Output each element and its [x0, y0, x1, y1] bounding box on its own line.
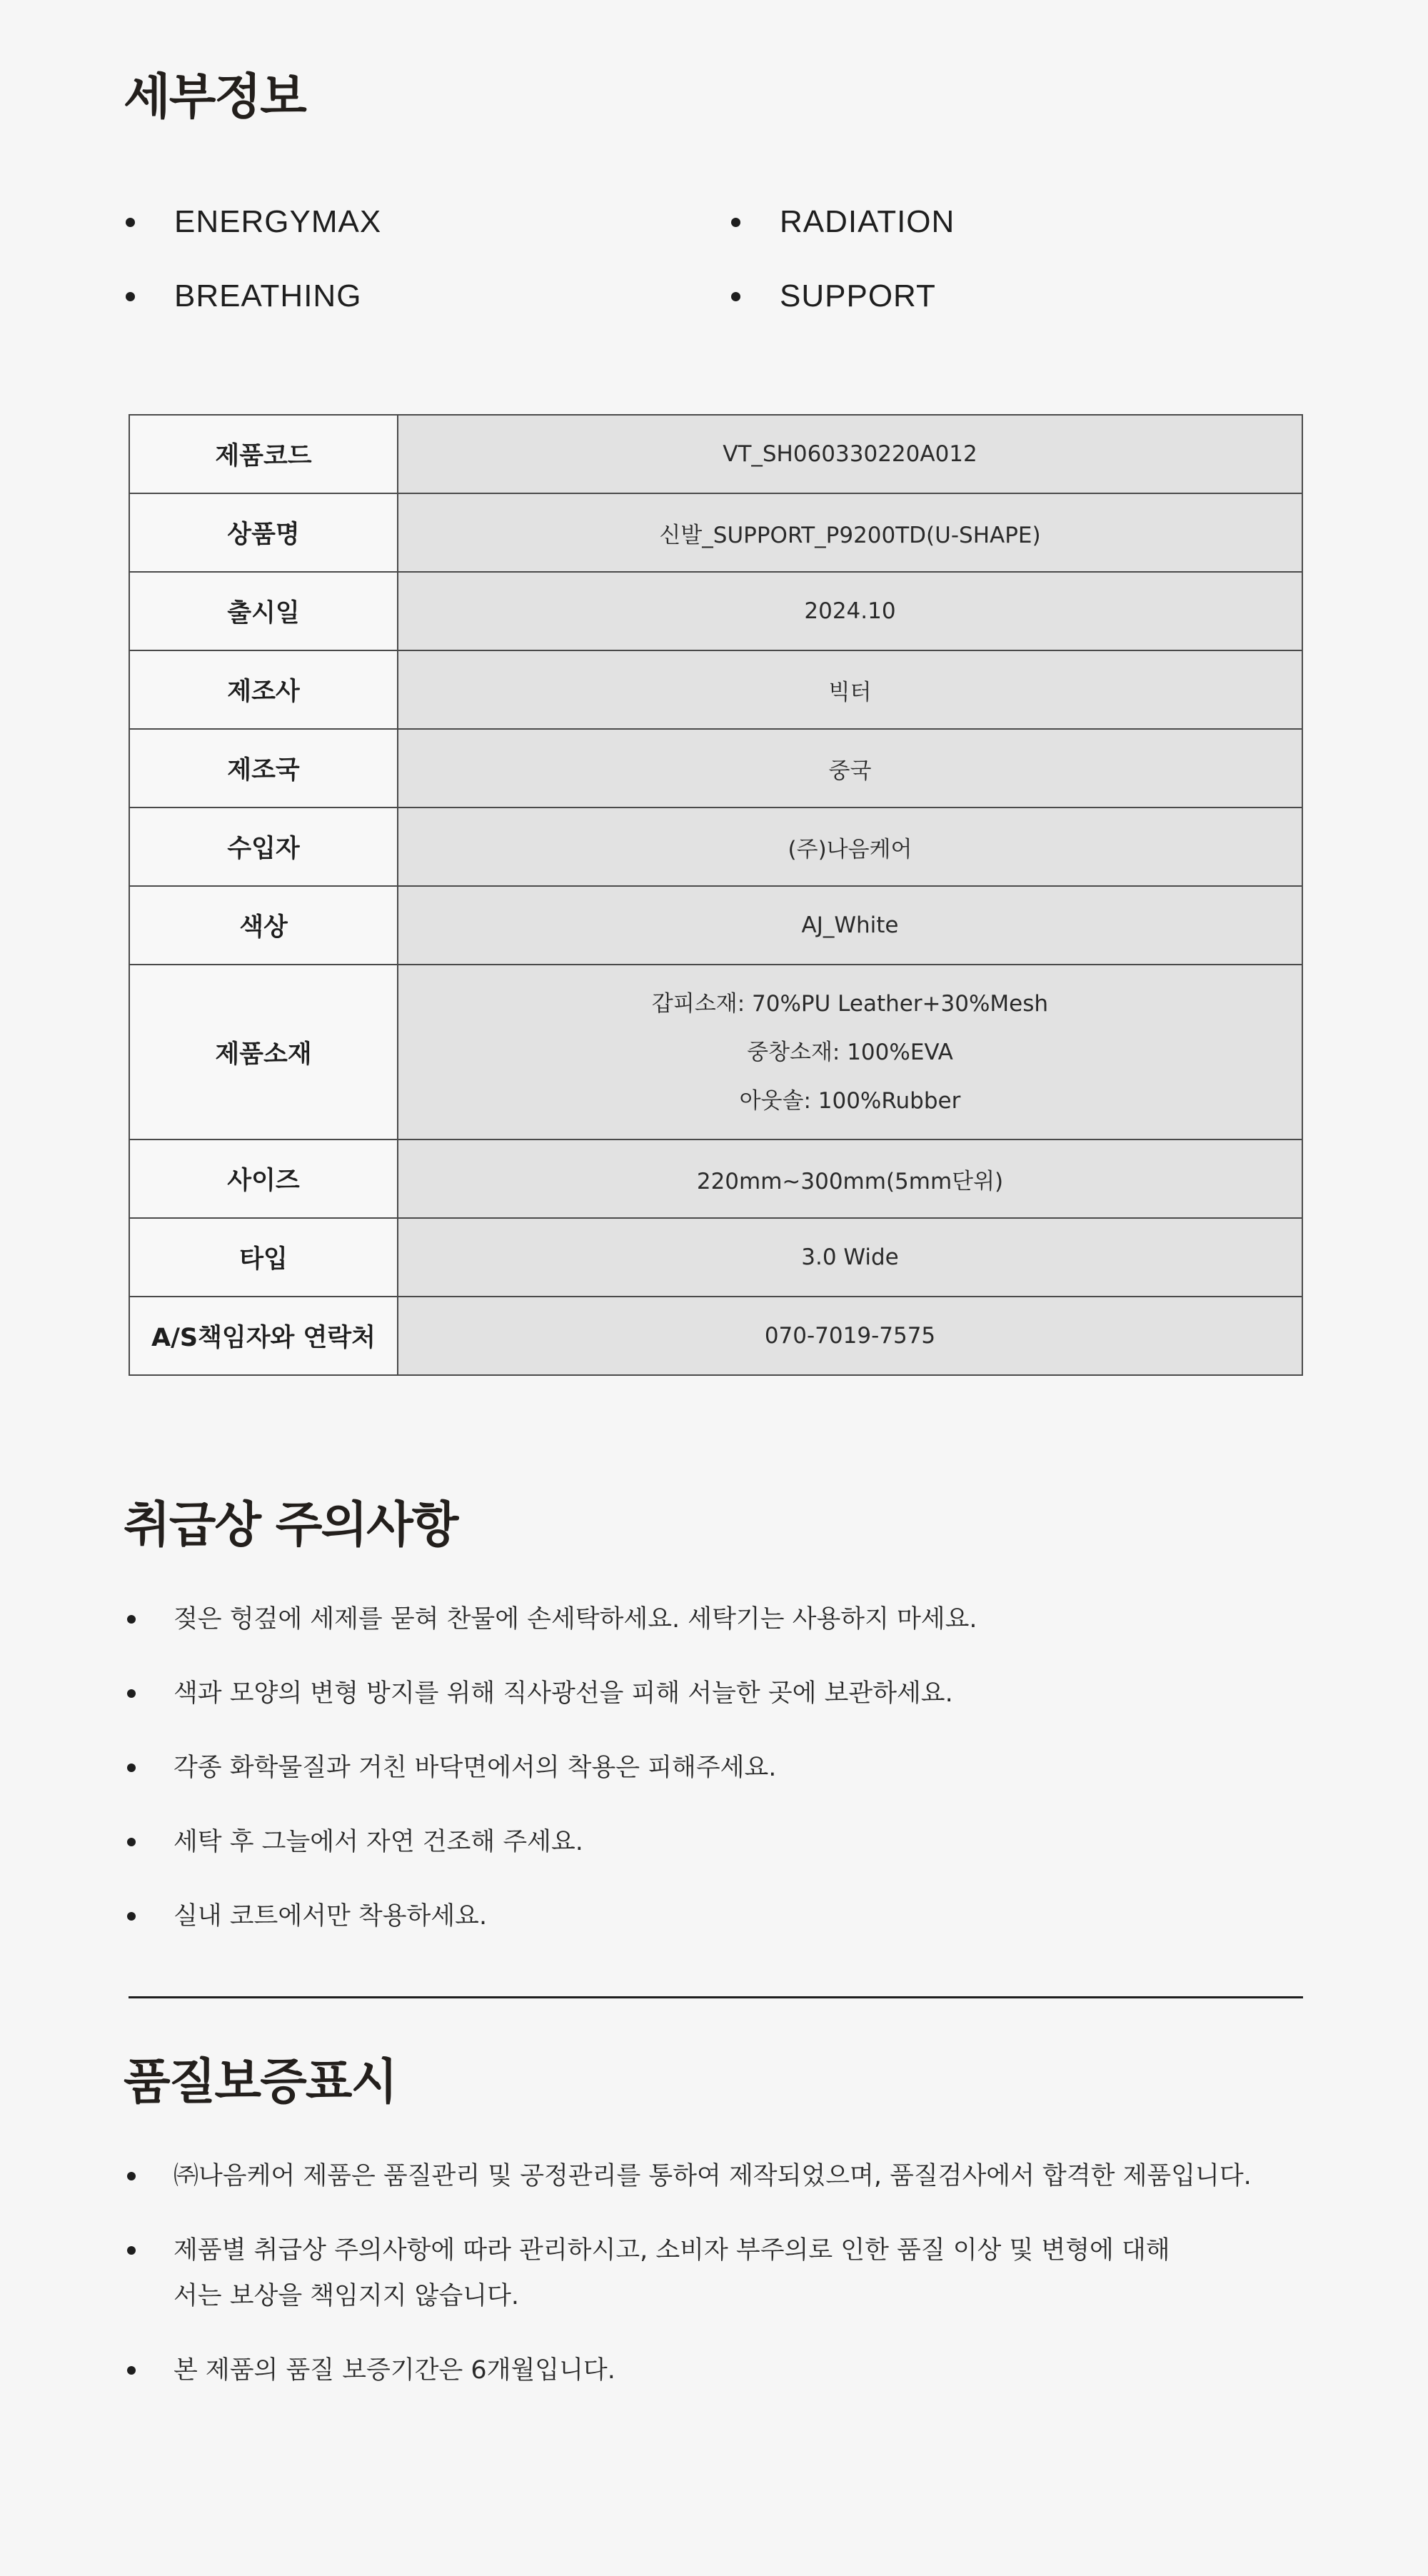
list-item [124, 2153, 1337, 2199]
table-row [129, 493, 1302, 572]
table-row [129, 1139, 1302, 1218]
bullet-icon [127, 1764, 136, 1772]
feature-item [729, 274, 1334, 318]
spec-label: 제품소재 [129, 965, 398, 1139]
care-section-title: 취급상 주의사항 [124, 1497, 458, 1554]
spec-label: 출시일 [129, 572, 398, 650]
spec-value: 3.0 Wide [398, 1218, 1302, 1297]
list-item-text: ㈜나음케어 제품은 품질관리 및 공정관리를 통하여 제작되었으며, 품질검사에서 합격한 제품입니다. [174, 2162, 1252, 2190]
list-item [124, 1893, 1337, 1939]
spec-label: 수입자 [129, 807, 398, 886]
list-item-text: 각종 화학물질과 거친 바닥면에서의 착용은 피해주세요. [174, 1754, 777, 1782]
material-line: 아웃솔: 100%Rubber [739, 1087, 961, 1114]
table-row [129, 729, 1302, 807]
section-divider [129, 1996, 1303, 1998]
bullet-icon [127, 2366, 136, 2375]
table-row [129, 886, 1302, 965]
feature-label: ENERGYMAX [174, 204, 382, 239]
spec-label: 제조사 [129, 650, 398, 729]
spec-value: VT_SH060330220A012 [398, 415, 1302, 493]
table-row [129, 650, 1302, 729]
spec-value: AJ_White [398, 886, 1302, 965]
table-row [129, 415, 1302, 493]
spec-value: 빅터 [398, 650, 1302, 729]
quality-list [124, 2153, 1337, 2422]
bullet-icon [126, 292, 135, 301]
bullet-icon [127, 1615, 136, 1624]
feature-label: RADIATION [780, 204, 955, 239]
spec-value: 220mm~300mm(5mm단위) [398, 1139, 1302, 1218]
list-item [124, 2348, 1337, 2393]
spec-value: 2024.10 [398, 572, 1302, 650]
table-row [129, 965, 1302, 1139]
spec-value: (주)나음케어 [398, 807, 1302, 886]
spec-value: 070-7019-7575 [398, 1297, 1302, 1375]
table-row [129, 1218, 1302, 1297]
list-item-text: 제품별 취급상 주의사항에 따라 관리하시고, 소비자 부주의로 인한 품질 이상 및 변형에 대해서는 보상을 책임지지 않습니다. [174, 2236, 1170, 2310]
table-row [129, 572, 1302, 650]
list-item-text: 세탁 후 그늘에서 자연 건조해 주세요. [174, 1828, 583, 1856]
feature-label: SUPPORT [780, 278, 936, 313]
bullet-icon [127, 2246, 136, 2255]
spec-label: A/S책임자와 연락처 [129, 1297, 398, 1375]
feature-item [124, 200, 729, 244]
list-item-text: 색과 모양의 변형 방지를 위해 직사광선을 피해 서늘한 곳에 보관하세요. [174, 1679, 953, 1708]
spec-label: 타입 [129, 1218, 398, 1297]
feature-item [124, 274, 729, 318]
list-item-text: 젖은 헝겊에 세제를 묻혀 찬물에 손세탁하세요. 세탁기는 사용하지 마세요. [174, 1605, 977, 1634]
quality-section-title: 품질보증표시 [124, 2054, 397, 2110]
list-item [124, 1671, 1337, 1716]
list-item [124, 1596, 1337, 1642]
spec-label: 색상 [129, 886, 398, 965]
feature-list [124, 200, 1337, 318]
list-item [124, 1745, 1337, 1791]
bullet-icon [127, 1838, 136, 1846]
spec-value-material [398, 965, 1302, 1139]
feature-label: BREATHING [174, 278, 362, 313]
spec-label: 사이즈 [129, 1139, 398, 1218]
bullet-icon [127, 1912, 136, 1921]
list-item-text: 본 제품의 품질 보증기간은 6개월입니다. [174, 2356, 615, 2385]
bullet-icon [731, 292, 740, 301]
spec-table [129, 414, 1303, 1376]
spec-value: 중국 [398, 729, 1302, 807]
spec-label: 상품명 [129, 493, 398, 572]
spec-label: 제품코드 [129, 415, 398, 493]
material-line: 갑피소재: 70%PU Leather+30%Mesh [651, 990, 1049, 1017]
material-line: 중창소재: 100%EVA [747, 1039, 953, 1065]
spec-value: 신발_SUPPORT_P9200TD(U-SHAPE) [398, 493, 1302, 572]
bullet-icon [127, 1689, 136, 1698]
bullet-icon [731, 218, 740, 227]
table-row [129, 807, 1302, 886]
spec-label: 제조국 [129, 729, 398, 807]
feature-item [729, 200, 1334, 244]
detail-section-title: 세부정보 [124, 69, 306, 126]
list-item [124, 2228, 1337, 2319]
list-item-text: 실내 코트에서만 착용하세요. [174, 1902, 488, 1931]
list-item [124, 1819, 1337, 1865]
bullet-icon [126, 218, 135, 227]
table-row [129, 1297, 1302, 1375]
bullet-icon [127, 2172, 136, 2180]
care-list [124, 1596, 1337, 1968]
